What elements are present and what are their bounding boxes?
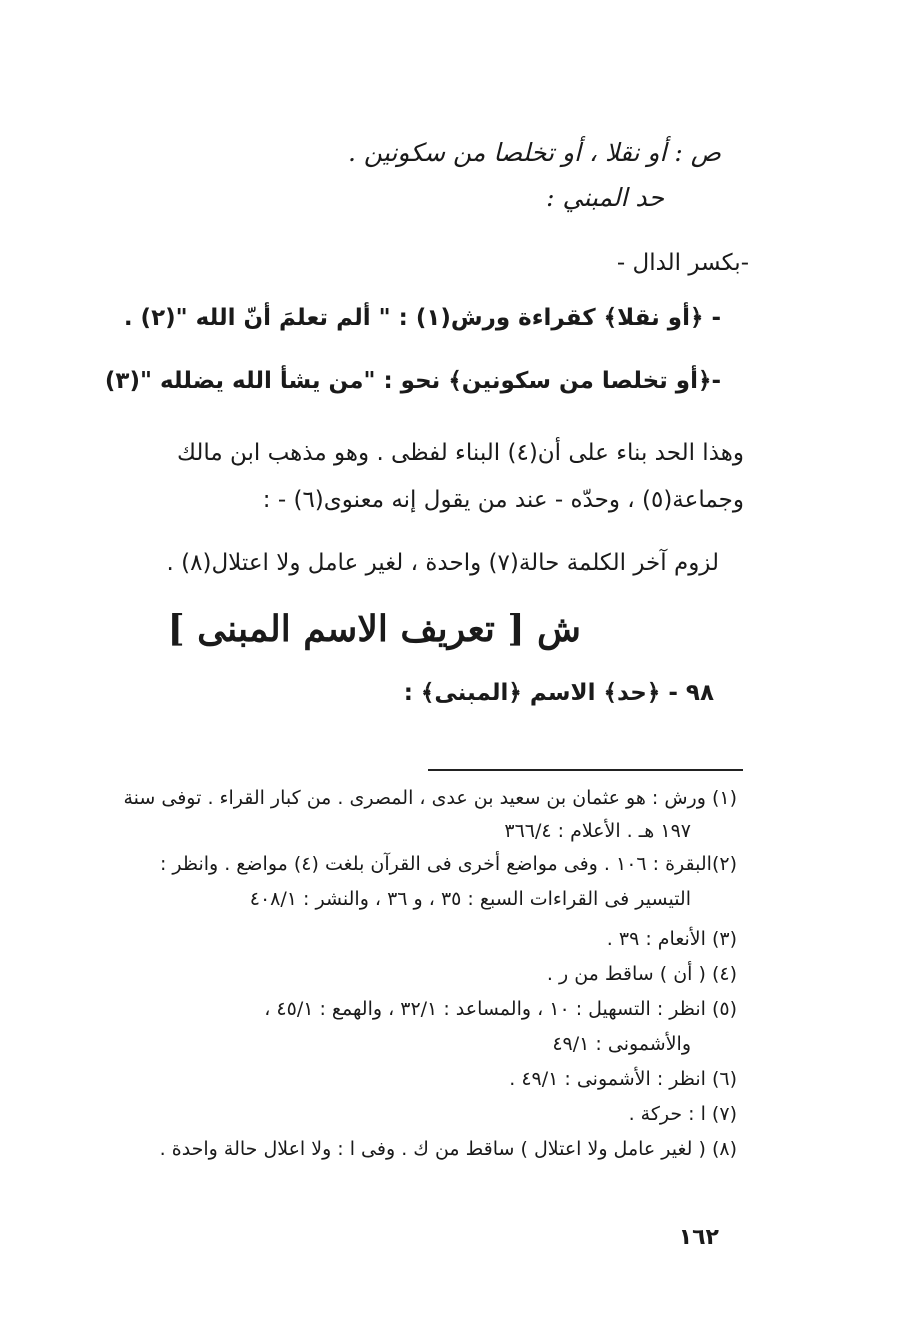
manuscript-line-2: حد المبني :: [546, 183, 664, 212]
section-heading: ش [ تعريف الاسم المبنى ]: [167, 608, 581, 650]
text-line-6: وهذا الحد بناء على أن(٤) البناء لفظى . وهو مذهب ابن مالك: [176, 440, 744, 466]
page-number: ١٦٢: [678, 1225, 719, 1250]
footnote-line: (٨) ( لغير عامل ولا اعتلال ) ساقط من ك . وفى ا : ولا اعلال حالة واحدة .: [159, 1138, 737, 1160]
text-line-8: لزوم آخر الكلمة حالة(٧) واحدة ، لغير عامل ولا اعتلال(٨) .: [166, 550, 719, 576]
text-line-5: -﴿أو تخلصا من سكونين﴾ نحو : "من يشأ الله يضلله "(٣): [104, 368, 721, 394]
footnote-line: والأشمونى : ٤٩/١: [552, 1033, 691, 1055]
footnote-line: (٦) انظر : الأشمونى : ٤٩/١ .: [509, 1068, 737, 1090]
manuscript-line-1: ص : أو نقلا ، أو تخلصا من سكونين .: [347, 138, 721, 167]
footnote-line: (٤) ( أن ) ساقط من ر .: [546, 963, 737, 985]
footnote-line: ١٩٧ هـ . الأعلام : ٣٦٦/٤: [504, 820, 691, 842]
footnote-line: (٧) ا : حركة .: [628, 1103, 737, 1125]
footnote-line: (١) ورش : هو عثمان بن سعيد بن عدى ، المصرى . من كبار القراء . توفى سنة: [123, 787, 737, 809]
footnote-divider: [428, 769, 743, 771]
footnote-line: (٢)البقرة : ١٠٦ . وفى مواضع أخرى فى القرآن بلغت (٤) مواضع . وانظر :: [159, 853, 737, 875]
footnote-line: (٥) انظر : التسهيل : ١٠ ، والمساعد : ٣٢/١ ، والهمع : ٤٥/١ ،: [264, 998, 737, 1020]
section-subheading: ٩٨ - ﴿حد﴾ الاسم ﴿المبنى﴾ :: [403, 680, 714, 706]
footnote-line: التيسير فى القراءات السبع : ٣٥ ، و ٣٦ ، والنشر : ٤٠٨/١: [249, 888, 691, 910]
text-line-4: - ﴿أو نقلا﴾ كقراءة ورش(١) : " ألم تعلمَ أنّ الله "(٢) .: [123, 305, 721, 331]
text-line-3: -بكسر الدال -: [616, 250, 749, 276]
text-line-7: وجماعة(٥) ، وحدّه - عند من يقول إنه معنوى(٦) - :: [262, 487, 744, 513]
footnote-line: (٣) الأنعام : ٣٩ .: [606, 928, 737, 950]
